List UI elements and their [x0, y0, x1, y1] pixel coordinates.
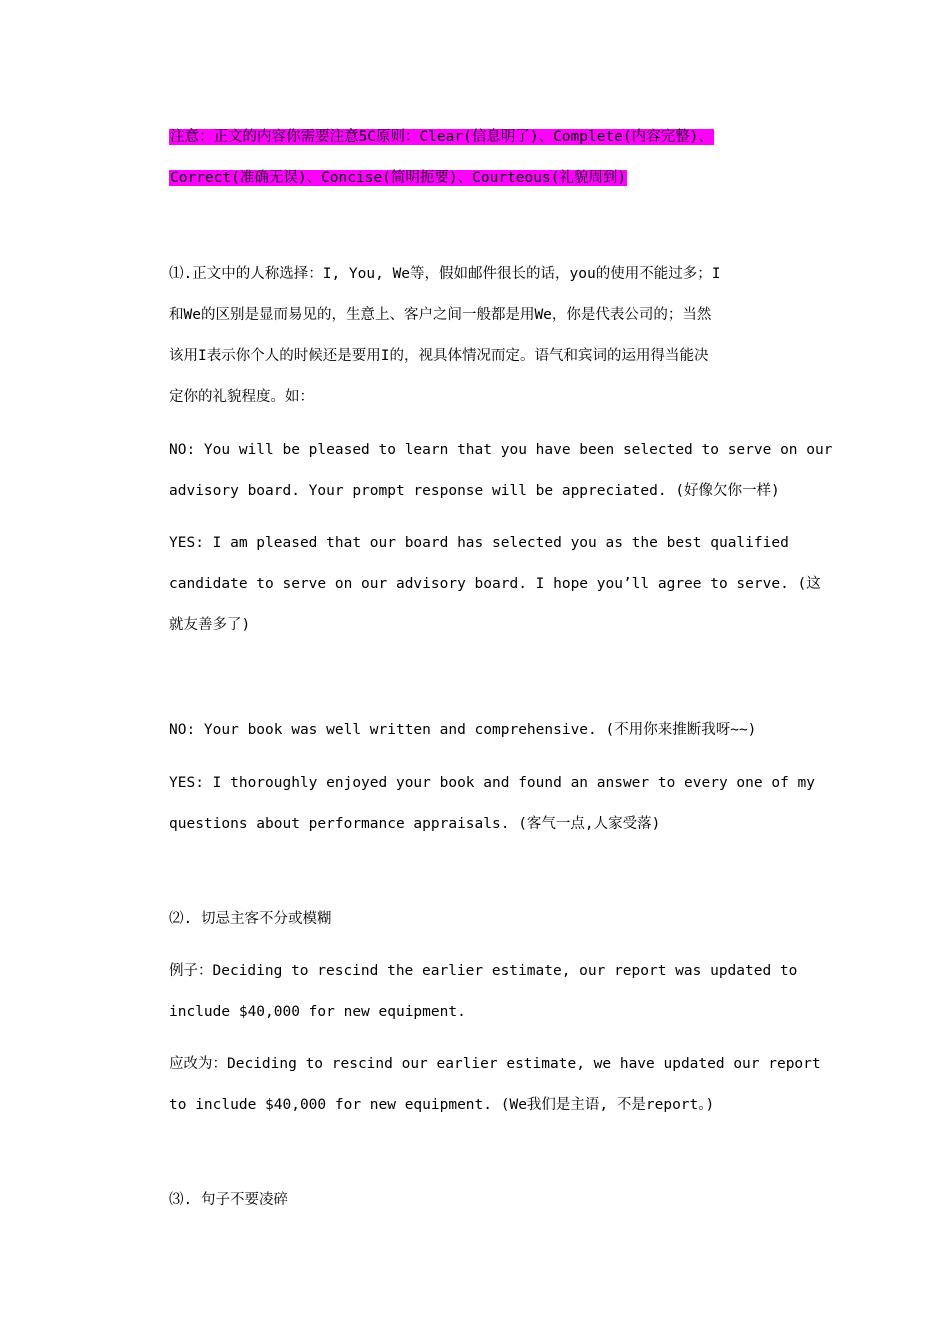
example-line: include $40,000 for new equipment.	[169, 1004, 466, 1020]
correction-line: 应改为：Deciding to rescind our earlier estimate, we have updated our report	[169, 1056, 821, 1072]
example-no-line: NO: You will be pleased to learn that you have been selected to serve on our	[169, 442, 833, 458]
highlighted-text: Correct(准确无误)、Concise(简明扼要)、Courteous(礼貌周到)	[170, 170, 627, 186]
example-no-line: advisory board. Your prompt response will be appreciated. (好像欠你一样)	[169, 483, 780, 499]
example-yes-line: YES: I am pleased that our board has selected you as the best qualified	[169, 535, 789, 551]
example-no-line: NO: Your book was well written and comprehensive. (不用你来推断我呀~~)	[169, 722, 757, 738]
section-heading: ⑵. 切忌主客不分或模糊	[169, 911, 332, 927]
notice-line-1	[169, 127, 714, 147]
paragraph-line: 该用I表示你个人的时候还是要用I的，视具体情况而定。语气和宾词的运用得当能决	[169, 348, 709, 364]
highlighted-text: 注意：正文的内容你需要注意5C原则：Clear(信息明了)、Complete(内容完整)、	[170, 129, 713, 145]
section-heading: ⑶. 句子不要凌碎	[169, 1192, 288, 1208]
paragraph-line: ⑴.正文中的人称选择：I, You, We等，假如邮件很长的话，you的使用不能过多；I	[169, 266, 721, 282]
paragraph-line: 和We的区别是显而易见的，生意上、客户之间一般都是用We，你是代表公司的；当然	[169, 307, 712, 323]
correction-line: to include $40,000 for new equipment. (We我们是主语, 不是report。)	[169, 1097, 715, 1113]
example-yes-line: questions about performance appraisals. (客气一点,人家受落)	[169, 816, 661, 832]
notice-line-2	[169, 168, 627, 188]
example-yes-line: YES: I thoroughly enjoyed your book and found an answer to every one of my	[169, 775, 816, 791]
example-yes-line: 就友善多了)	[169, 617, 251, 633]
example-line: 例子：Deciding to rescind the earlier estimate, our report was updated to	[169, 963, 798, 979]
example-yes-line: candidate to serve on our advisory board. I hope you’ll agree to serve. (这	[169, 576, 821, 592]
paragraph-line: 定你的礼貌程度。如：	[169, 389, 314, 405]
